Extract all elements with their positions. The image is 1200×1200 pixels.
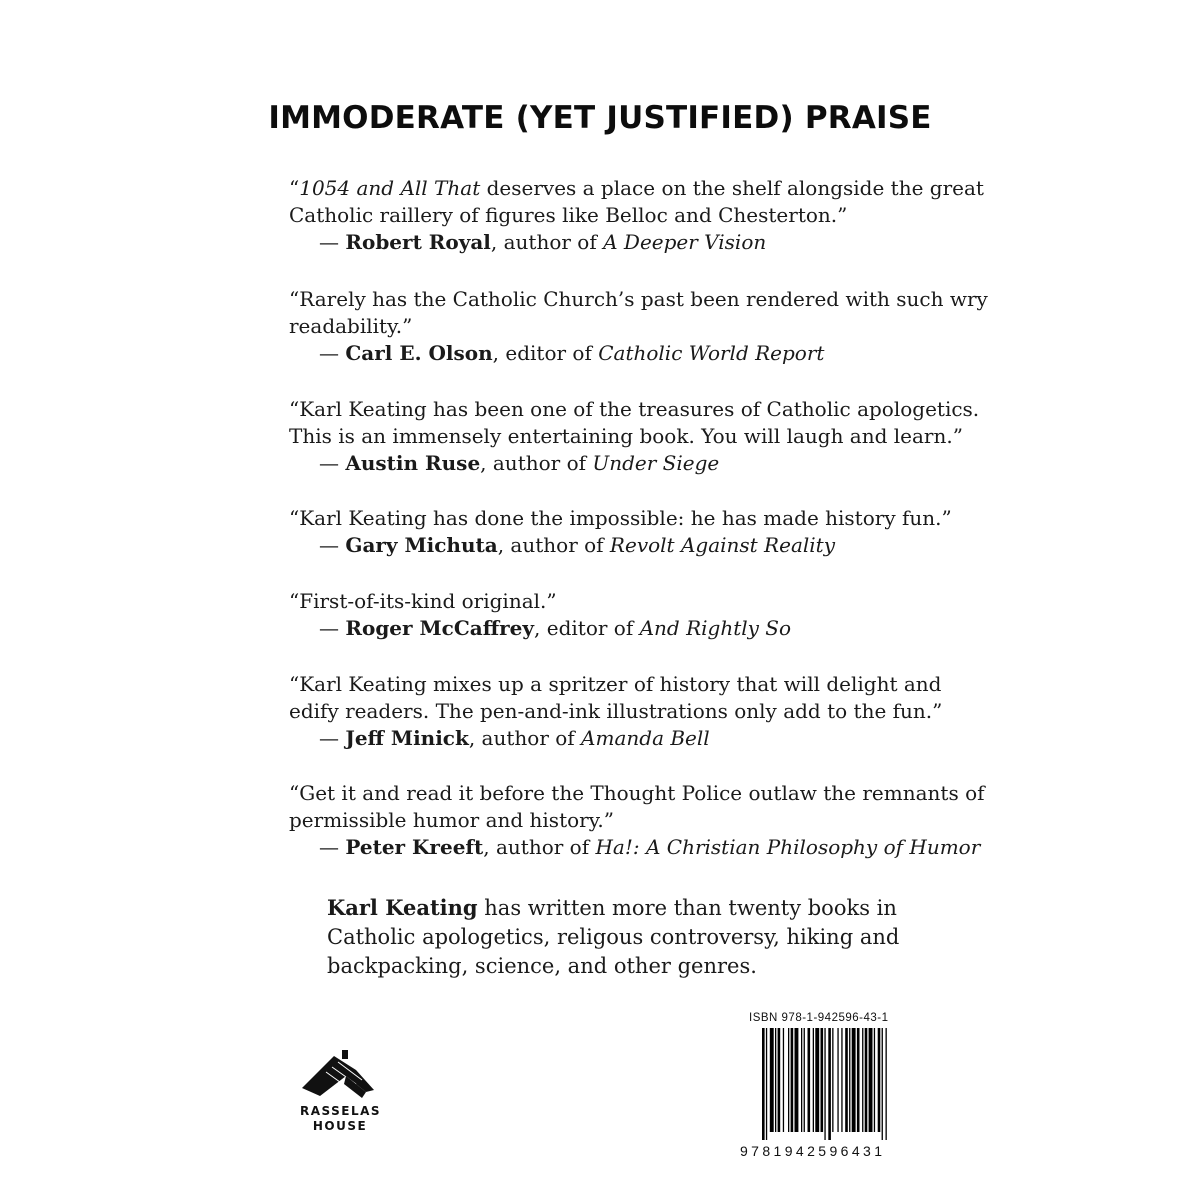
quote-line: “First-of-its-kind original.”: [289, 589, 557, 613]
quote-line: This is an immensely entertaining book. You will laugh and learn.”: [289, 424, 963, 448]
reviewer-name: Gary Michuta: [345, 533, 498, 557]
reviewer-work: Revolt Against Reality: [609, 533, 835, 557]
publisher-line-2: HOUSE: [312, 1119, 368, 1133]
reviewer-role: , author of: [490, 230, 604, 254]
attribution: [289, 340, 929, 367]
attribution-dash: —: [319, 533, 346, 557]
attribution: [289, 834, 981, 861]
author-bio-text: has written more than twenty books in Catholic apologetics, religous controversy, hiking and backpacking, science, and other genres.: [327, 896, 900, 978]
reviewer-name: Roger McCaffrey: [345, 616, 535, 640]
page-title: IMMODERATE (YET JUSTIFIED) PRAISE: [268, 100, 932, 136]
praise-quote-5: [289, 588, 929, 642]
reviewer-work: A Deeper Vision: [603, 230, 767, 254]
reviewer-role: , author of: [497, 533, 610, 557]
book-title: 1054 and All That: [299, 176, 481, 200]
attribution-dash: —: [319, 451, 346, 475]
publisher-line-1: RASSELAS: [300, 1104, 382, 1118]
attribution-dash: —: [319, 341, 346, 365]
author-name: Karl Keating: [327, 895, 478, 920]
author-bio: [327, 893, 927, 981]
quote-line: [289, 175, 984, 202]
reviewer-name: Peter Kreeft: [345, 835, 484, 859]
attribution: [289, 615, 929, 642]
praise-quote-2: [289, 286, 988, 367]
quote-line: permissible humor and history.”: [289, 808, 614, 832]
reviewer-role: , author of: [480, 451, 593, 475]
attribution: [289, 229, 929, 256]
praise-quote-1: [289, 175, 984, 256]
reviewer-work: Amanda Bell: [581, 726, 710, 750]
reviewer-name: Austin Ruse: [345, 451, 481, 475]
reviewer-role: , author of: [468, 726, 582, 750]
barcode: [760, 1028, 922, 1154]
reviewer-role: , editor of: [492, 341, 599, 365]
attribution: [289, 450, 929, 477]
quote-line: Catholic raillery of figures like Belloc and Chesterton.”: [289, 203, 848, 227]
reviewer-role: , editor of: [534, 616, 640, 640]
reviewer-work: Ha!: A Christian Philosophy of Humor: [595, 835, 981, 859]
reviewer-name: Carl E. Olson: [345, 341, 493, 365]
quote-line: “Karl Keating has done the impossible: he has made history fun.”: [289, 506, 952, 530]
attribution: [289, 532, 929, 559]
reviewer-name: Jeff Minick: [345, 726, 469, 750]
reviewer-work: Catholic World Report: [598, 341, 825, 365]
quote-line: “Rarely has the Catholic Church’s past been rendered with such wry: [289, 287, 988, 311]
attribution: [289, 725, 929, 752]
attribution-dash: —: [319, 230, 346, 254]
reviewer-work: And Rightly So: [639, 616, 792, 640]
quote-line: “Karl Keating mixes up a spritzer of history that will delight and: [289, 672, 942, 696]
quote-line: “Karl Keating has been one of the treasures of Catholic apologetics.: [289, 397, 980, 421]
quote-line: readability.”: [289, 314, 413, 338]
reviewer-work: Under Siege: [592, 451, 720, 475]
quote-line: edify readers. The pen-and-ink illustrations only add to the fun.”: [289, 699, 943, 723]
reviewer-name: Robert Royal: [345, 230, 491, 254]
attribution-dash: —: [319, 616, 346, 640]
publisher-name: [300, 1104, 380, 1134]
quote-text: deserves a place on the shelf alongside the great: [480, 176, 984, 200]
attribution-dash: —: [319, 835, 346, 859]
quote-line: “Get it and read it before the Thought Police outlaw the remnants of: [289, 781, 985, 805]
attribution-dash: —: [319, 726, 346, 750]
praise-quote-3: [289, 396, 980, 477]
praise-quote-6: [289, 671, 943, 752]
praise-quote-4: [289, 505, 952, 559]
quote-open-mark: “: [289, 176, 300, 200]
praise-quote-7: [289, 780, 985, 861]
isbn-label: ISBN 978-1-942596-43-1: [749, 1012, 889, 1024]
reviewer-role: , author of: [483, 835, 596, 859]
barcode-digits: 9781942596431: [740, 1143, 886, 1159]
